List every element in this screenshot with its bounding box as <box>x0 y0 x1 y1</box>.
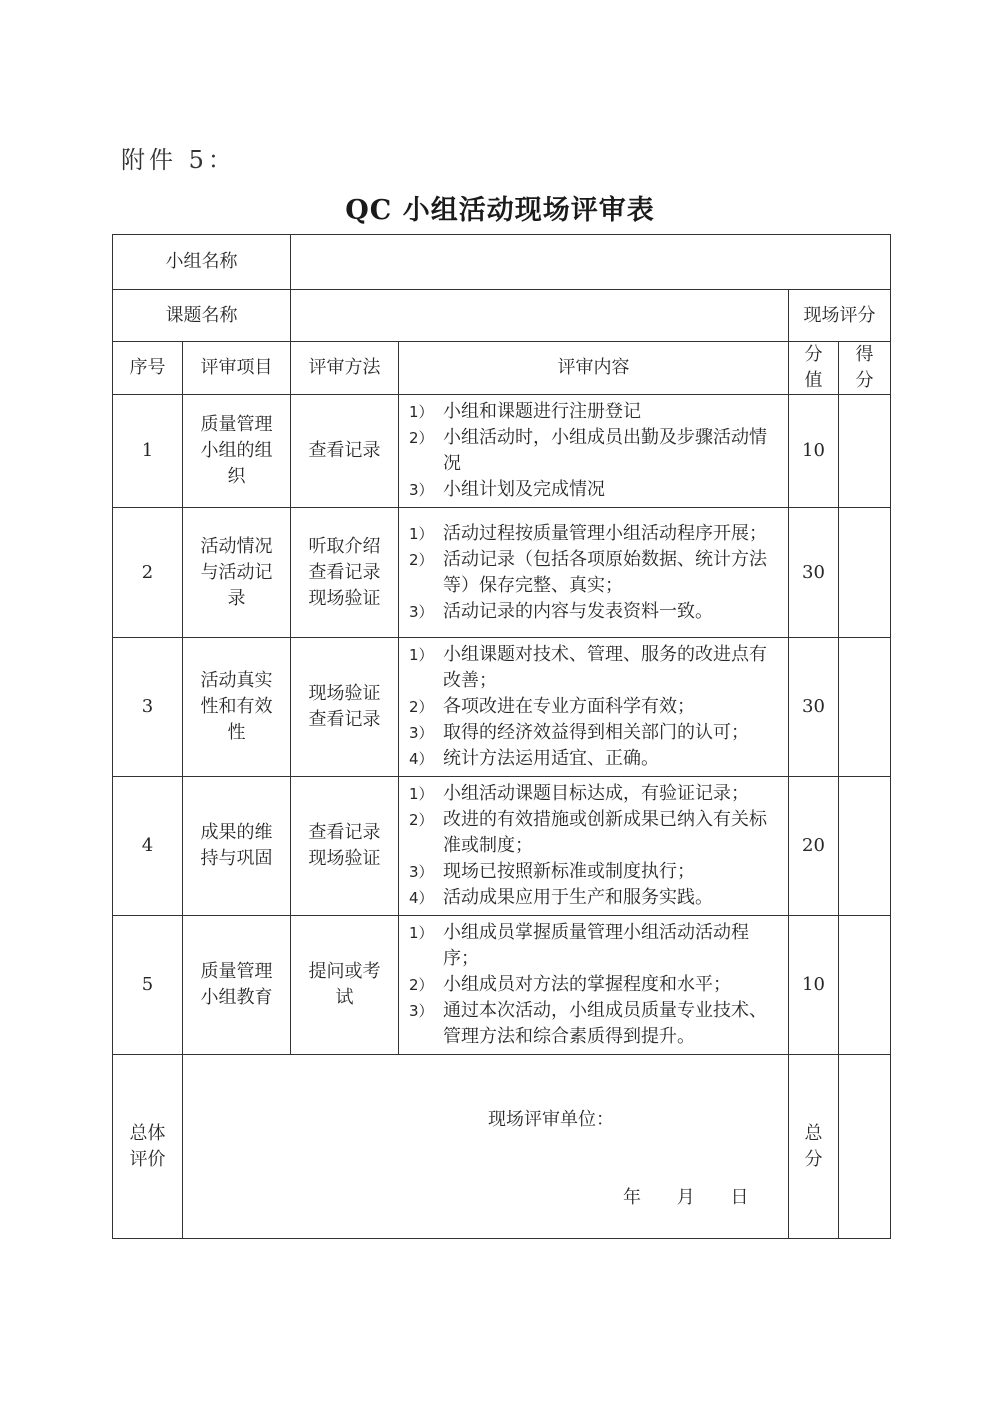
table-row <box>113 777 891 916</box>
row-item-line: 质量管理 <box>200 961 273 982</box>
onsite-score-label: 现场评分 <box>789 290 891 342</box>
row-item <box>183 508 291 638</box>
col-content-header: 评审内容 <box>399 342 789 395</box>
row-method <box>291 508 399 638</box>
content-line-number: 3） <box>409 481 434 499</box>
row-content <box>399 508 789 638</box>
col-seq-header: 序号 <box>113 342 183 395</box>
content-line-text: 小组和课题进行注册登记 <box>443 401 641 422</box>
col-item-header: 评审项目 <box>183 342 291 395</box>
row-item-line: 小组教育 <box>200 987 273 1008</box>
content-line-text: 活动过程按质量管理小组活动程序开展； <box>443 522 767 544</box>
row-score-field[interactable] <box>839 508 891 638</box>
row-method <box>291 638 399 777</box>
table-row <box>113 395 891 508</box>
row-content <box>399 777 789 916</box>
row-method-line: 现场验证 <box>308 848 381 869</box>
row-method <box>291 777 399 916</box>
content-line-number: 2） <box>409 976 434 994</box>
content-line-number: 2） <box>409 550 434 569</box>
content-line <box>409 885 778 911</box>
row-item-line: 性和有效 <box>200 696 273 717</box>
content-line-number: 1） <box>409 524 434 543</box>
col-method-header: 评审方法 <box>291 342 399 395</box>
content-line-number: 3） <box>409 724 434 742</box>
content-line <box>409 807 778 859</box>
content-line <box>409 425 778 477</box>
row-item-line: 与活动记 <box>200 561 273 583</box>
total-score-label-line2: 分 <box>804 1148 823 1170</box>
content-line <box>409 521 778 547</box>
content-line-text: 小组课题对技术、管理、服务的改进点有改善； <box>443 644 767 691</box>
row-method-line: 现场验证 <box>308 683 381 704</box>
total-score-label <box>789 1055 839 1239</box>
review-unit-label: 现场评审单位： <box>488 1109 614 1130</box>
table-row <box>113 916 891 1055</box>
content-line <box>409 599 778 625</box>
row-method-line: 查看记录 <box>308 822 381 843</box>
table-row <box>113 638 891 777</box>
overall-label-line2: 评价 <box>129 1148 166 1170</box>
content-line-text: 小组活动时，小组成员出勤及步骤活动情况 <box>443 427 767 474</box>
overall-evaluation-field[interactable] <box>183 1055 789 1239</box>
row-points: 20 <box>789 777 839 916</box>
column-header-row <box>113 342 891 395</box>
row-seq: 3 <box>113 638 183 777</box>
content-line <box>409 746 778 772</box>
content-line-number: 2） <box>409 429 434 447</box>
content-line-text: 活动记录（包括各项原始数据、统计方法等）保存完整、真实； <box>443 548 767 596</box>
content-line <box>409 859 778 885</box>
row-method-line: 查看记录 <box>308 709 381 730</box>
row-score-field[interactable] <box>839 395 891 508</box>
row-content <box>399 395 789 508</box>
row-method <box>291 916 399 1055</box>
row-item-line: 持与巩固 <box>200 848 273 869</box>
content-line-number: 1） <box>409 785 434 803</box>
content-line-text: 现场已按照新标准或制度执行； <box>443 861 695 882</box>
content-line <box>409 720 778 746</box>
row-content <box>399 638 789 777</box>
evaluation-table <box>112 234 891 1239</box>
content-line <box>409 547 778 599</box>
row-seq: 2 <box>113 508 183 638</box>
row-method-line: 试 <box>335 987 354 1008</box>
content-line-text: 统计方法运用适宜、正确。 <box>443 748 659 769</box>
content-line-text: 小组成员对方法的掌握程度和水平； <box>443 974 731 995</box>
row-method-line: 查看记录 <box>308 561 381 583</box>
overall-label <box>113 1055 183 1239</box>
row-score-field[interactable] <box>839 638 891 777</box>
col-points-header-line2: 值 <box>804 370 823 391</box>
date-day-label: 日 <box>730 1187 749 1208</box>
row-method-line: 查看记录 <box>308 440 381 461</box>
content-line-number: 4） <box>409 889 434 907</box>
row-item-line: 活动真实 <box>200 670 273 691</box>
content-line-number: 1） <box>409 403 434 421</box>
topic-name-label: 课题名称 <box>113 290 291 342</box>
content-line-text: 通过本次活动，小组成员质量专业技术、管理方法和综合素质得到提升。 <box>443 1000 767 1047</box>
overall-label-line1: 总体 <box>129 1122 166 1144</box>
content-line-number: 3） <box>409 1002 434 1020</box>
date-line <box>623 1185 778 1211</box>
group-name-field[interactable] <box>291 235 891 290</box>
row-item <box>183 395 291 508</box>
row-points: 30 <box>789 638 839 777</box>
total-score-label-line1: 总 <box>804 1122 823 1144</box>
row-item <box>183 777 291 916</box>
content-line-number: 1） <box>409 646 434 664</box>
row-method-line: 听取介绍 <box>308 535 381 557</box>
content-line-number: 2） <box>409 811 434 829</box>
row-item <box>183 916 291 1055</box>
row-content <box>399 916 789 1055</box>
content-line <box>409 972 778 998</box>
col-score-header-line2: 分 <box>855 370 874 391</box>
row-method-line: 提问或考 <box>308 961 381 982</box>
row-item-line: 性 <box>227 722 246 743</box>
content-line <box>409 781 778 807</box>
content-line <box>409 998 778 1050</box>
col-score-header <box>839 342 891 395</box>
content-line-text: 各项改进在专业方面科学有效； <box>443 696 695 717</box>
content-line-text: 小组计划及完成情况 <box>443 479 605 500</box>
row-points: 30 <box>789 508 839 638</box>
content-line <box>409 642 778 694</box>
attachment-label: 附件 5： <box>121 146 236 174</box>
row-item-line: 织 <box>227 466 246 487</box>
content-line-text: 改进的有效措施或创新成果已纳入有关标准或制度； <box>443 809 767 856</box>
row-score-field[interactable] <box>839 777 891 916</box>
content-line <box>409 399 778 425</box>
content-line-number: 3） <box>409 863 434 881</box>
content-line <box>409 920 778 972</box>
col-score-header-line1: 得 <box>855 344 874 365</box>
content-line-number: 2） <box>409 698 434 716</box>
page-title: QC 小组活动现场评审表 <box>345 195 655 226</box>
row-seq: 4 <box>113 777 183 916</box>
row-method-line: 现场验证 <box>308 587 381 609</box>
topic-name-row <box>113 290 891 342</box>
content-line <box>409 477 778 503</box>
total-score-field[interactable] <box>839 1055 891 1239</box>
row-seq: 5 <box>113 916 183 1055</box>
group-name-label: 小组名称 <box>113 235 291 290</box>
group-name-row <box>113 235 891 290</box>
row-item-line: 成果的维 <box>200 822 273 843</box>
row-points: 10 <box>789 395 839 508</box>
date-year-label: 年 <box>623 1187 641 1208</box>
content-line <box>409 694 778 720</box>
content-line-text: 小组活动课题目标达成，有验证记录； <box>443 783 749 804</box>
row-item-line: 小组的组 <box>200 440 273 461</box>
col-points-header <box>789 342 839 395</box>
row-item-line: 质量管理 <box>200 414 273 435</box>
content-line-number: 1） <box>409 924 434 942</box>
content-line-text: 小组成员掌握质量管理小组活动活动程序； <box>443 922 749 969</box>
content-line-number: 4） <box>409 750 434 768</box>
row-score-field[interactable] <box>839 916 891 1055</box>
row-method <box>291 395 399 508</box>
overall-row <box>113 1055 891 1239</box>
table-row <box>113 508 891 638</box>
date-month-label: 月 <box>676 1187 695 1208</box>
content-line-number: 3） <box>409 602 434 621</box>
row-item-line: 录 <box>227 587 246 609</box>
topic-name-field[interactable] <box>291 290 789 342</box>
content-line-text: 取得的经济效益得到相关部门的认可； <box>443 722 749 743</box>
row-item <box>183 638 291 777</box>
row-seq: 1 <box>113 395 183 508</box>
content-line-text: 活动记录的内容与发表资料一致。 <box>443 600 713 622</box>
col-points-header-line1: 分 <box>804 344 823 365</box>
content-line-text: 活动成果应用于生产和服务实践。 <box>443 887 713 908</box>
row-points: 10 <box>789 916 839 1055</box>
row-item-line: 活动情况 <box>200 535 273 557</box>
